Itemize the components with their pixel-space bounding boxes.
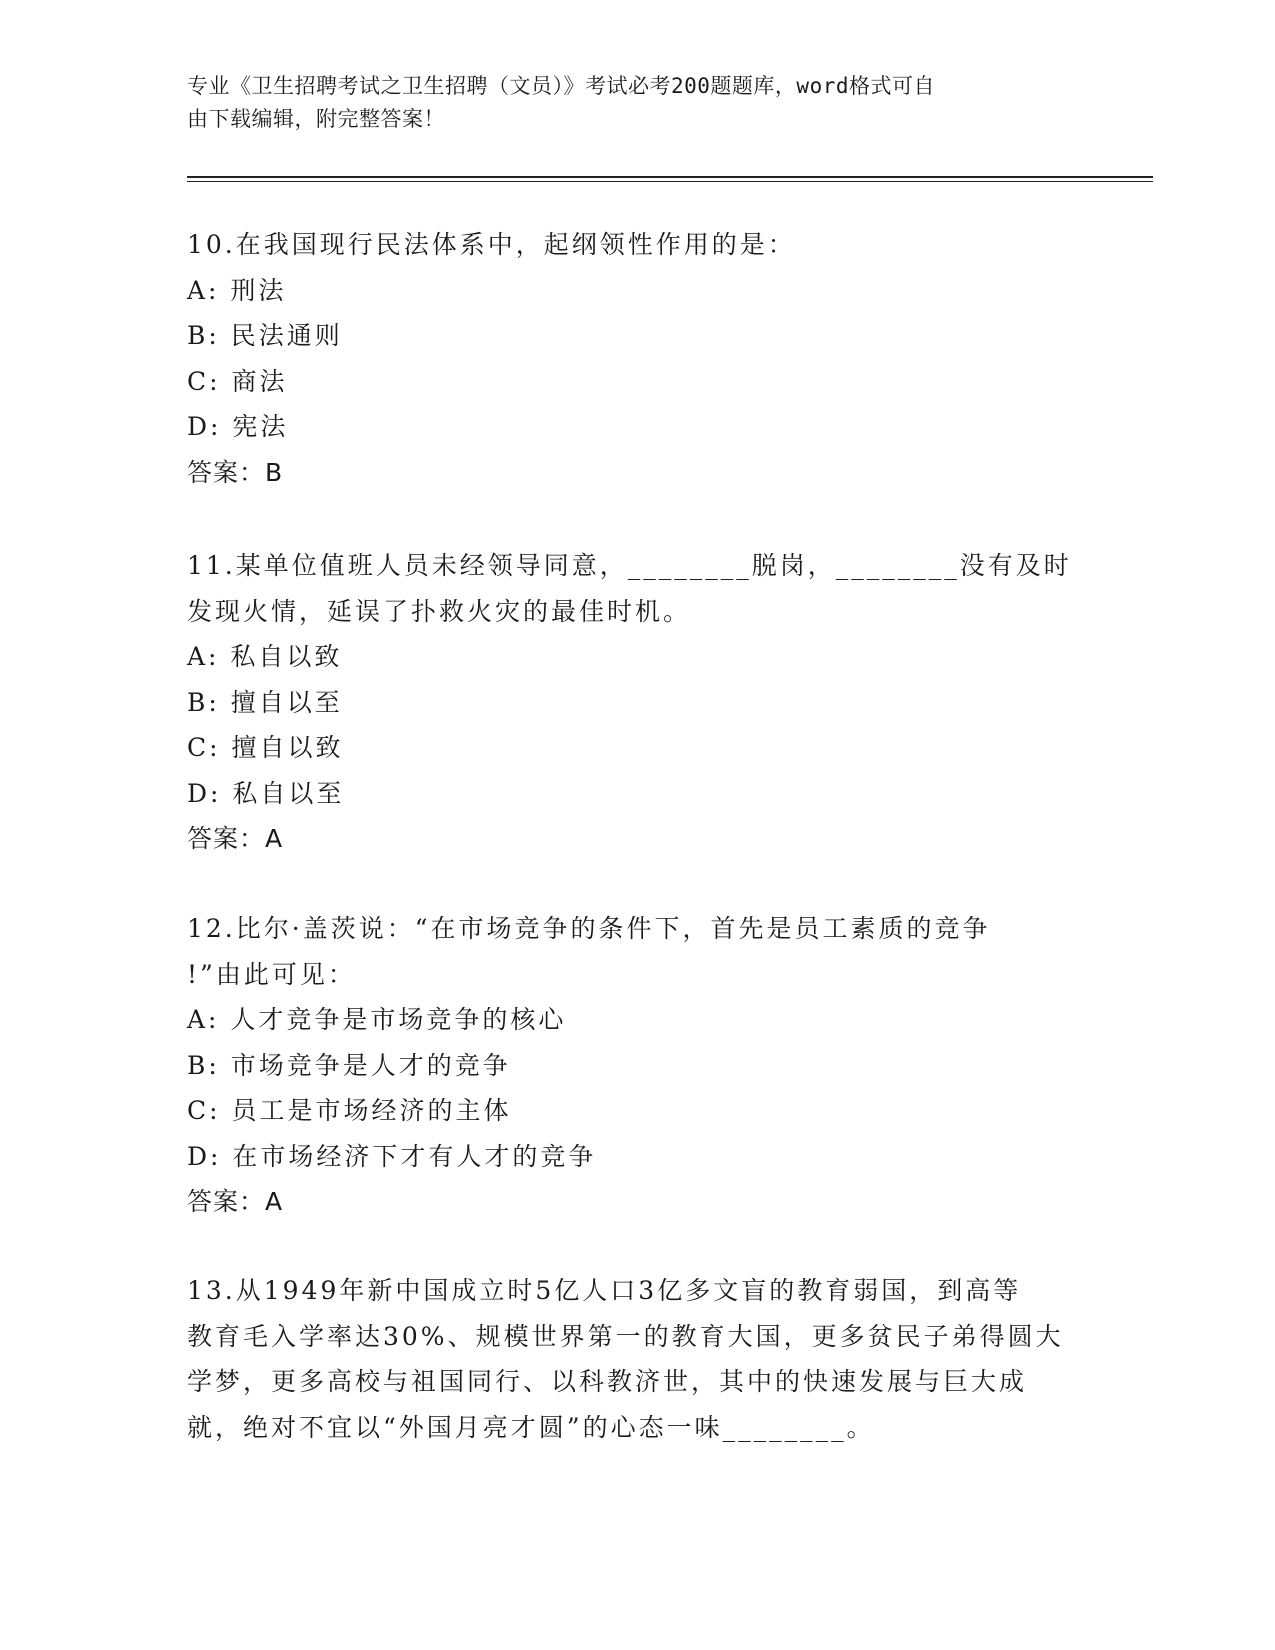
header-line-1: 专业《卫生招聘考试之卫生招聘（文员）》考试必考200题题库，word格式可自 [187, 74, 935, 98]
question-11 [187, 543, 1087, 862]
document-header [187, 70, 1067, 136]
option-d: D: 在市场经济下才有人才的竞争 [187, 1141, 597, 1171]
question-10 [187, 222, 1087, 495]
question-stem-line: 13.从1949年新中国成立时5亿人口3亿多文盲的教育弱国，到高等 [187, 1276, 1022, 1305]
option-d: D: 私自以至 [187, 778, 345, 808]
question-stem-line: 11.某单位值班人员未经领导同意，________脱岗，________没有及时 [187, 551, 1072, 580]
header-divider-thin [187, 181, 1153, 182]
header-divider-thick [187, 176, 1153, 178]
question-stem-line: 学梦，更多高校与祖国同行、以科教济世，其中的快速发展与巨大成 [187, 1367, 1028, 1396]
question-12 [187, 906, 1087, 1225]
option-c: C: 擅自以致 [187, 733, 344, 762]
question-stem-line: 就，绝对不宜以“外国月亮才圆”的心态一味________。 [187, 1412, 875, 1442]
question-stem-line: 10.在我国现行民法体系中，起纲领性作用的是： [187, 230, 796, 259]
option-b: B: 市场竞争是人才的竞争 [187, 1050, 511, 1080]
question-stem-line: 教育毛入学率达30%、规模世界第一的教育大国，更多贫民子弟得圆大 [187, 1321, 1064, 1351]
option-c: C: 商法 [187, 366, 288, 396]
question-stem-line: !”由此可见： [187, 959, 356, 989]
answer-line: 答案：B [187, 457, 284, 487]
option-a: A: 刑法 [187, 275, 287, 305]
option-d: D: 宪法 [187, 412, 289, 441]
option-a: A: 人才竞争是市场竞争的核心 [187, 1005, 567, 1034]
answer-line: 答案：A [187, 824, 284, 853]
question-stem-line: 发现火情，延误了扑救火灾的最佳时机。 [187, 596, 692, 626]
answer-line: 答案：A [187, 1187, 284, 1216]
header-line-2: 由下载编辑，附完整答案！ [187, 107, 445, 131]
question-stem-line: 12.比尔·盖茨说：“在市场竞争的条件下，首先是员工素质的竞争 [187, 914, 991, 943]
option-a: A: 私自以致 [187, 642, 343, 671]
option-b: B: 民法通则 [187, 321, 343, 350]
option-c: C: 员工是市场经济的主体 [187, 1096, 512, 1125]
question-13 [187, 1268, 1087, 1450]
option-b: B: 擅自以至 [187, 687, 343, 717]
